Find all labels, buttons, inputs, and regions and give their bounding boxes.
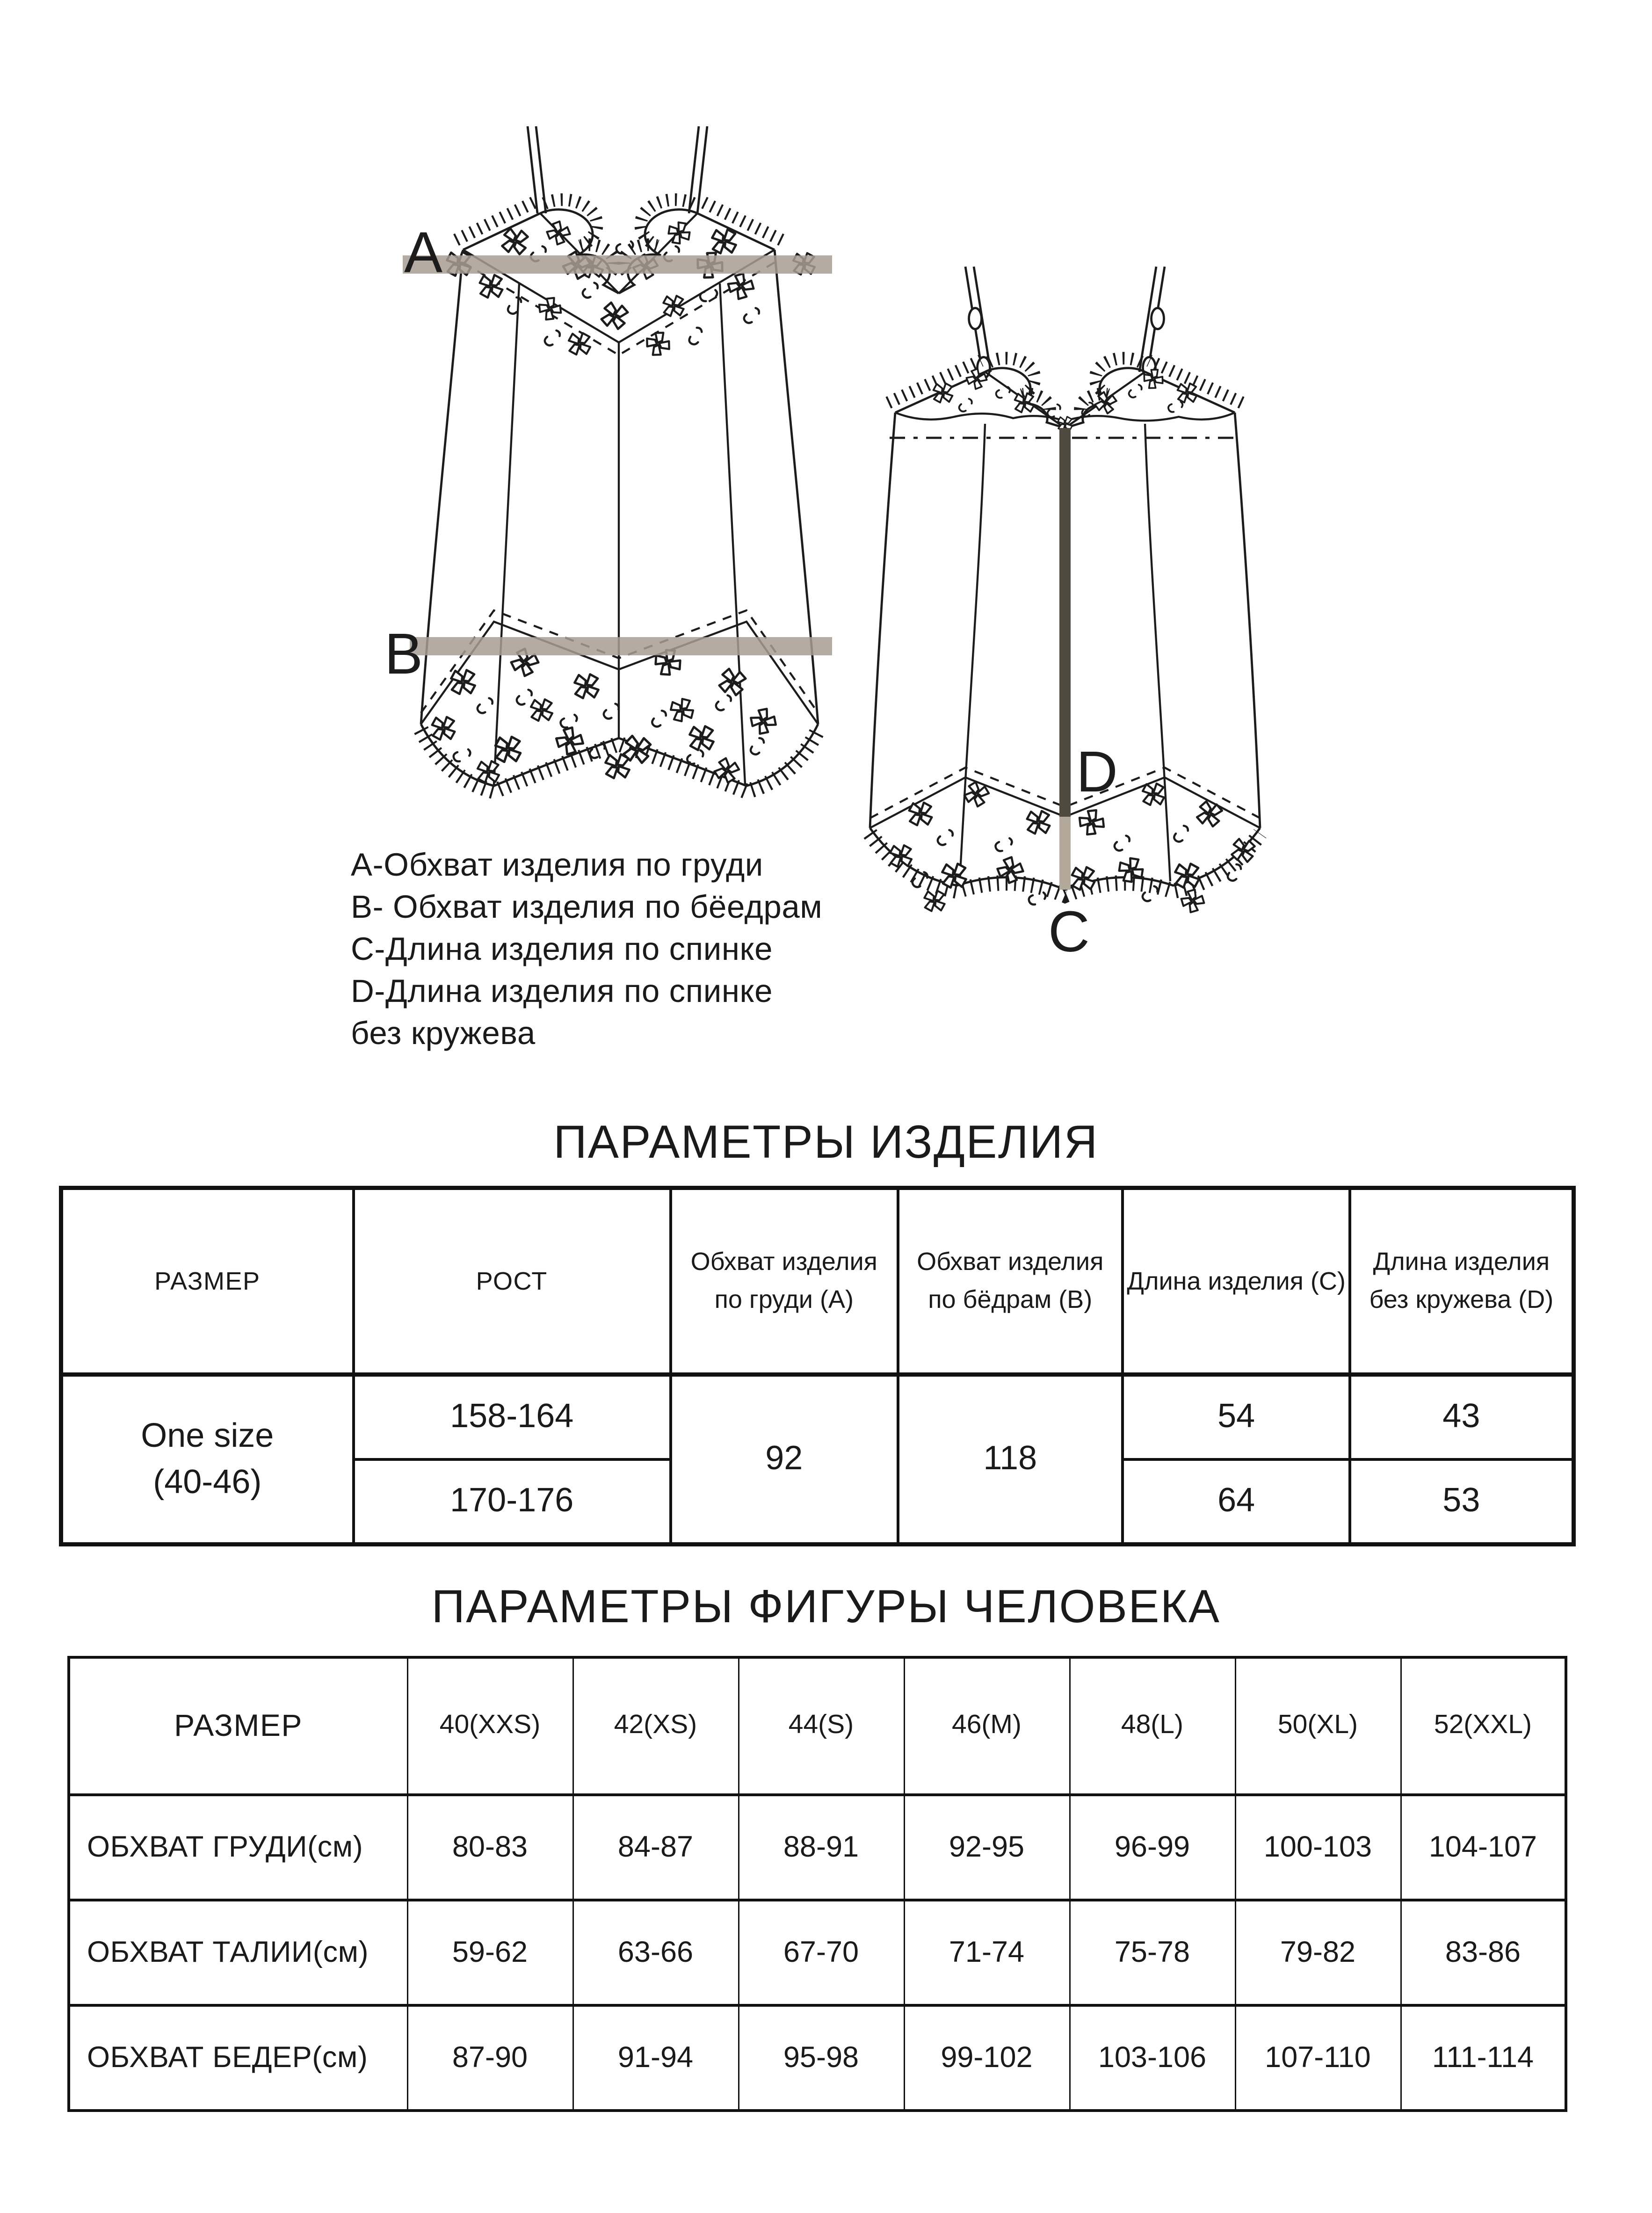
size-col-42: 42(XS) [572, 1657, 738, 1795]
marker-b: B [384, 622, 423, 686]
chest-value: 96-99 [1069, 1795, 1235, 1900]
col-header-length-no-lace: Длина изделия без кружева (D) [1350, 1188, 1574, 1375]
legend-line-a: А-Обхват изделия по груди [351, 846, 763, 883]
back-view-drawing [842, 255, 1291, 985]
hips-value: 107-110 [1235, 2005, 1400, 2111]
legend-line-b: В- Обхват изделия по бёедрам [351, 888, 823, 925]
chest-value: 92-95 [904, 1795, 1069, 1900]
chest-value: 100-103 [1235, 1795, 1400, 1900]
size-col-50: 50(XL) [1235, 1657, 1400, 1795]
chest-girth-bar [403, 255, 832, 274]
waist-value: 75-78 [1069, 1900, 1235, 2005]
product-table-title: ПАРАМЕТРЫ ИЗДЕЛИЯ [553, 1116, 1099, 1168]
length-cell: 64 [1123, 1459, 1350, 1545]
back-length-lace-bar [1059, 817, 1071, 890]
front-view-drawing [379, 115, 856, 845]
legend-line-c: С-Длина изделия по спинке [351, 930, 773, 967]
hip-girth-bar [410, 637, 832, 655]
size-col-52: 52(XXL) [1400, 1657, 1566, 1795]
body-table-title: ПАРАМЕТРЫ ФИГУРЫ ЧЕЛОВЕКА [431, 1580, 1221, 1632]
hips-value: 111-114 [1400, 2005, 1566, 2111]
back-straps [965, 267, 1165, 378]
hips-row-label: ОБХВАТ БЕДЕР(см) [69, 2005, 407, 2111]
size-col-46: 46(M) [904, 1657, 1069, 1795]
front-straps [528, 126, 707, 213]
size-line2: (40-46) [153, 1464, 262, 1502]
hips-value: 87-90 [407, 2005, 572, 2111]
waist-value: 79-82 [1235, 1900, 1400, 2005]
chest-value: 88-91 [738, 1795, 904, 1900]
chest-value: 80-83 [407, 1795, 572, 1900]
col-header-size: РАЗМЕР [61, 1188, 353, 1375]
marker-d: D [1076, 740, 1118, 804]
measurement-legend [351, 843, 822, 1054]
size-line1: One size [141, 1417, 274, 1455]
hips-value: 91-94 [572, 2005, 738, 2111]
chest-value: 84-87 [572, 1795, 738, 1900]
waist-value: 83-86 [1400, 1900, 1566, 2005]
hips-value: 99-102 [904, 2005, 1069, 2111]
waist-value: 71-74 [904, 1900, 1069, 2005]
hips-value: 95-98 [738, 2005, 904, 2111]
product-parameters-table [59, 1186, 1576, 1546]
front-hem-lace-motifs [432, 646, 779, 785]
length-cell: 54 [1123, 1375, 1350, 1460]
body-parameters-table [67, 1656, 1567, 2112]
back-lace-motifs [934, 366, 1197, 431]
waist-value: 67-70 [738, 1900, 904, 2005]
chest-row-label: ОБХВАТ ГРУДИ(см) [69, 1795, 407, 1900]
waist-value: 63-66 [572, 1900, 738, 2005]
col-header-height: РОСТ [353, 1188, 671, 1375]
length-no-lace-cell: 53 [1350, 1459, 1574, 1545]
size-col-40: 40(XXS) [407, 1657, 572, 1795]
waist-value: 59-62 [407, 1900, 572, 2005]
size-col-44: 44(S) [738, 1657, 904, 1795]
chest-value-cell: 92 [671, 1375, 898, 1545]
height-cell: 158-164 [353, 1375, 671, 1460]
back-length-no-lace-bar [1059, 428, 1071, 817]
size-cell [61, 1375, 353, 1545]
chest-value: 104-107 [1400, 1795, 1566, 1900]
body-col-header-size: РАЗМЕР [69, 1657, 407, 1795]
front-lace-motifs [447, 218, 815, 358]
size-col-48: 48(L) [1069, 1657, 1235, 1795]
legend-line-d2: без кружева [351, 1015, 536, 1051]
hips-value-cell: 118 [898, 1375, 1123, 1545]
col-header-hips: Обхват изделия по бёдрам (В) [898, 1188, 1123, 1375]
waist-row-label: ОБХВАТ ТАЛИИ(см) [69, 1900, 407, 2005]
length-no-lace-cell: 43 [1350, 1375, 1574, 1460]
height-cell: 170-176 [353, 1459, 671, 1545]
marker-c: C [1048, 900, 1090, 964]
legend-line-d: D-Длина изделия по спинке [351, 972, 773, 1009]
hips-value: 103-106 [1069, 2005, 1235, 2111]
marker-a: A [404, 221, 443, 285]
col-header-chest: Обхват изделия по груди (А) [671, 1188, 898, 1375]
col-header-length: Длина изделия (С) [1123, 1188, 1350, 1375]
